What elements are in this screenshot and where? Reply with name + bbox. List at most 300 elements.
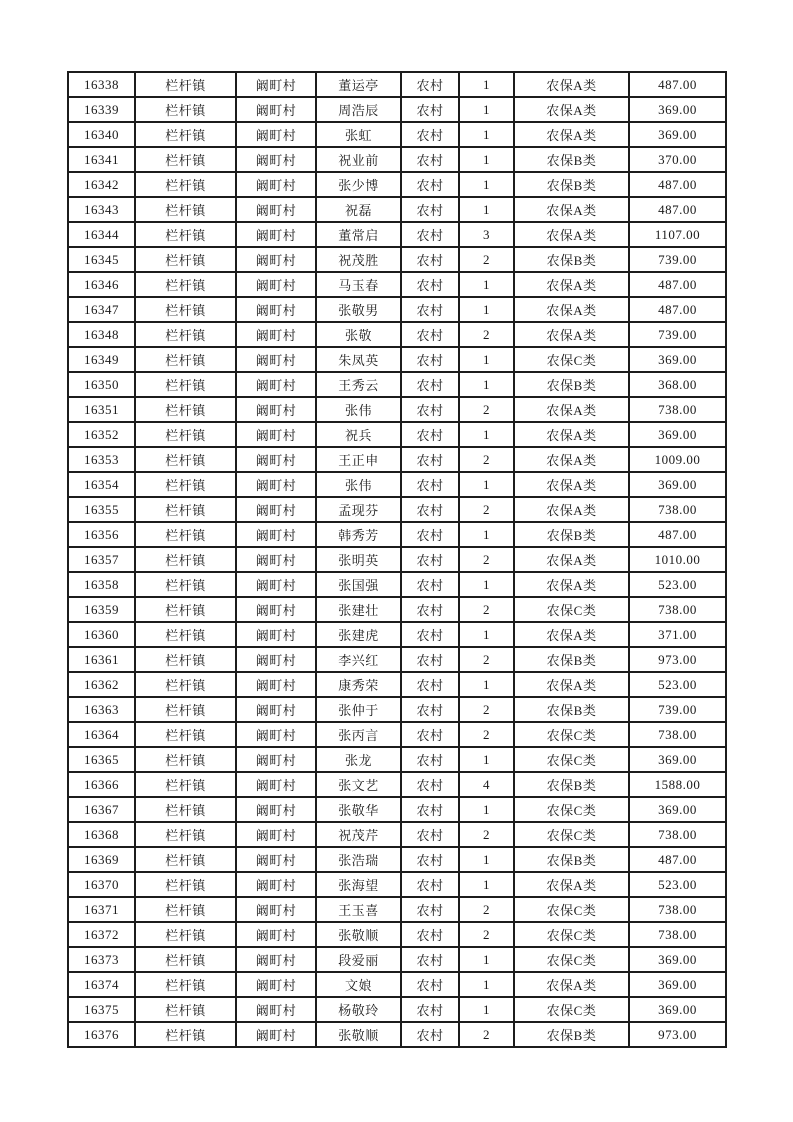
cell-name: 张文艺 bbox=[316, 772, 401, 797]
cell-id: 16350 bbox=[68, 372, 135, 397]
cell-village: 阚町村 bbox=[236, 547, 316, 572]
cell-category: 农村 bbox=[401, 447, 459, 472]
cell-name: 张海望 bbox=[316, 872, 401, 897]
cell-id: 16368 bbox=[68, 822, 135, 847]
cell-amount: 369.00 bbox=[629, 472, 726, 497]
cell-amount: 369.00 bbox=[629, 747, 726, 772]
cell-count: 1 bbox=[459, 72, 514, 97]
cell-insurance_type: 农保B类 bbox=[514, 772, 629, 797]
cell-town: 栏杆镇 bbox=[135, 1022, 236, 1047]
cell-village: 阚町村 bbox=[236, 322, 316, 347]
cell-insurance_type: 农保B类 bbox=[514, 172, 629, 197]
cell-insurance_type: 农保A类 bbox=[514, 447, 629, 472]
cell-village: 阚町村 bbox=[236, 72, 316, 97]
cell-id: 16373 bbox=[68, 947, 135, 972]
cell-town: 栏杆镇 bbox=[135, 247, 236, 272]
table-row bbox=[68, 597, 726, 622]
table-row bbox=[68, 297, 726, 322]
cell-count: 1 bbox=[459, 622, 514, 647]
cell-id: 16353 bbox=[68, 447, 135, 472]
cell-insurance_type: 农保C类 bbox=[514, 797, 629, 822]
table-row bbox=[68, 747, 726, 772]
cell-name: 张敬 bbox=[316, 322, 401, 347]
cell-amount: 973.00 bbox=[629, 647, 726, 672]
cell-id: 16347 bbox=[68, 297, 135, 322]
cell-count: 1 bbox=[459, 347, 514, 372]
table-row bbox=[68, 222, 726, 247]
table-row bbox=[68, 247, 726, 272]
cell-village: 阚町村 bbox=[236, 197, 316, 222]
table-row bbox=[68, 497, 726, 522]
cell-village: 阚町村 bbox=[236, 172, 316, 197]
cell-village: 阚町村 bbox=[236, 622, 316, 647]
cell-id: 16375 bbox=[68, 997, 135, 1022]
cell-count: 1 bbox=[459, 522, 514, 547]
cell-town: 栏杆镇 bbox=[135, 372, 236, 397]
cell-category: 农村 bbox=[401, 422, 459, 447]
cell-insurance_type: 农保C类 bbox=[514, 822, 629, 847]
cell-town: 栏杆镇 bbox=[135, 197, 236, 222]
cell-name: 张仲于 bbox=[316, 697, 401, 722]
cell-town: 栏杆镇 bbox=[135, 772, 236, 797]
table-row bbox=[68, 822, 726, 847]
cell-category: 农村 bbox=[401, 172, 459, 197]
cell-insurance_type: 农保A类 bbox=[514, 322, 629, 347]
cell-amount: 368.00 bbox=[629, 372, 726, 397]
cell-town: 栏杆镇 bbox=[135, 497, 236, 522]
cell-village: 阚町村 bbox=[236, 872, 316, 897]
cell-insurance_type: 农保B类 bbox=[514, 1022, 629, 1047]
cell-id: 16352 bbox=[68, 422, 135, 447]
cell-amount: 1010.00 bbox=[629, 547, 726, 572]
cell-name: 张龙 bbox=[316, 747, 401, 772]
cell-name: 李兴红 bbox=[316, 647, 401, 672]
cell-amount: 1107.00 bbox=[629, 222, 726, 247]
cell-id: 16376 bbox=[68, 1022, 135, 1047]
cell-amount: 369.00 bbox=[629, 797, 726, 822]
cell-village: 阚町村 bbox=[236, 147, 316, 172]
cell-id: 16361 bbox=[68, 647, 135, 672]
cell-insurance_type: 农保A类 bbox=[514, 497, 629, 522]
cell-insurance_type: 农保A类 bbox=[514, 222, 629, 247]
cell-category: 农村 bbox=[401, 722, 459, 747]
table-row bbox=[68, 847, 726, 872]
cell-id: 16344 bbox=[68, 222, 135, 247]
cell-id: 16372 bbox=[68, 922, 135, 947]
table-row bbox=[68, 1022, 726, 1047]
cell-category: 农村 bbox=[401, 247, 459, 272]
cell-name: 祝茂胜 bbox=[316, 247, 401, 272]
cell-amount: 738.00 bbox=[629, 722, 726, 747]
cell-id: 16374 bbox=[68, 972, 135, 997]
cell-count: 2 bbox=[459, 447, 514, 472]
cell-village: 阚町村 bbox=[236, 597, 316, 622]
cell-count: 2 bbox=[459, 547, 514, 572]
cell-amount: 369.00 bbox=[629, 972, 726, 997]
cell-count: 2 bbox=[459, 922, 514, 947]
cell-town: 栏杆镇 bbox=[135, 597, 236, 622]
cell-village: 阚町村 bbox=[236, 522, 316, 547]
table-row bbox=[68, 172, 726, 197]
cell-id: 16338 bbox=[68, 72, 135, 97]
cell-id: 16341 bbox=[68, 147, 135, 172]
table-body bbox=[68, 72, 726, 1047]
cell-town: 栏杆镇 bbox=[135, 397, 236, 422]
cell-village: 阚町村 bbox=[236, 922, 316, 947]
cell-id: 16363 bbox=[68, 697, 135, 722]
cell-amount: 371.00 bbox=[629, 622, 726, 647]
cell-name: 张浩瑞 bbox=[316, 847, 401, 872]
cell-count: 2 bbox=[459, 597, 514, 622]
cell-town: 栏杆镇 bbox=[135, 272, 236, 297]
cell-name: 董运亭 bbox=[316, 72, 401, 97]
cell-category: 农村 bbox=[401, 197, 459, 222]
cell-id: 16369 bbox=[68, 847, 135, 872]
cell-name: 张丙言 bbox=[316, 722, 401, 747]
cell-insurance_type: 农保C类 bbox=[514, 997, 629, 1022]
cell-amount: 523.00 bbox=[629, 872, 726, 897]
cell-category: 农村 bbox=[401, 797, 459, 822]
cell-amount: 369.00 bbox=[629, 347, 726, 372]
cell-amount: 487.00 bbox=[629, 72, 726, 97]
cell-insurance_type: 农保A类 bbox=[514, 72, 629, 97]
cell-name: 董常启 bbox=[316, 222, 401, 247]
cell-village: 阚町村 bbox=[236, 572, 316, 597]
cell-count: 1 bbox=[459, 972, 514, 997]
cell-category: 农村 bbox=[401, 147, 459, 172]
cell-insurance_type: 农保A类 bbox=[514, 872, 629, 897]
cell-id: 16364 bbox=[68, 722, 135, 747]
cell-category: 农村 bbox=[401, 972, 459, 997]
cell-name: 张敬顺 bbox=[316, 922, 401, 947]
cell-amount: 738.00 bbox=[629, 397, 726, 422]
cell-insurance_type: 农保A类 bbox=[514, 972, 629, 997]
table-row bbox=[68, 697, 726, 722]
cell-insurance_type: 农保A类 bbox=[514, 622, 629, 647]
cell-name: 祝兵 bbox=[316, 422, 401, 447]
cell-count: 2 bbox=[459, 722, 514, 747]
cell-town: 栏杆镇 bbox=[135, 947, 236, 972]
cell-id: 16342 bbox=[68, 172, 135, 197]
cell-insurance_type: 农保A类 bbox=[514, 422, 629, 447]
cell-amount: 369.00 bbox=[629, 422, 726, 447]
cell-village: 阚町村 bbox=[236, 797, 316, 822]
cell-count: 4 bbox=[459, 772, 514, 797]
cell-amount: 738.00 bbox=[629, 922, 726, 947]
cell-amount: 487.00 bbox=[629, 272, 726, 297]
cell-name: 张建壮 bbox=[316, 597, 401, 622]
cell-count: 1 bbox=[459, 997, 514, 1022]
cell-town: 栏杆镇 bbox=[135, 922, 236, 947]
cell-village: 阚町村 bbox=[236, 497, 316, 522]
cell-name: 祝茂芹 bbox=[316, 822, 401, 847]
cell-amount: 973.00 bbox=[629, 1022, 726, 1047]
cell-village: 阚町村 bbox=[236, 947, 316, 972]
cell-count: 1 bbox=[459, 872, 514, 897]
cell-insurance_type: 农保C类 bbox=[514, 747, 629, 772]
cell-category: 农村 bbox=[401, 747, 459, 772]
cell-name: 张国强 bbox=[316, 572, 401, 597]
table-row bbox=[68, 997, 726, 1022]
cell-village: 阚町村 bbox=[236, 1022, 316, 1047]
cell-amount: 1009.00 bbox=[629, 447, 726, 472]
cell-category: 农村 bbox=[401, 772, 459, 797]
cell-category: 农村 bbox=[401, 97, 459, 122]
cell-category: 农村 bbox=[401, 497, 459, 522]
cell-insurance_type: 农保A类 bbox=[514, 547, 629, 572]
cell-village: 阚町村 bbox=[236, 722, 316, 747]
cell-village: 阚町村 bbox=[236, 672, 316, 697]
table-row bbox=[68, 622, 726, 647]
cell-name: 朱凤英 bbox=[316, 347, 401, 372]
table-row bbox=[68, 972, 726, 997]
table-row bbox=[68, 147, 726, 172]
cell-category: 农村 bbox=[401, 872, 459, 897]
cell-id: 16365 bbox=[68, 747, 135, 772]
table-row bbox=[68, 372, 726, 397]
cell-town: 栏杆镇 bbox=[135, 847, 236, 872]
benefit-roster-table bbox=[67, 71, 727, 1048]
cell-category: 农村 bbox=[401, 572, 459, 597]
cell-amount: 523.00 bbox=[629, 672, 726, 697]
cell-amount: 738.00 bbox=[629, 897, 726, 922]
cell-insurance_type: 农保B类 bbox=[514, 847, 629, 872]
cell-town: 栏杆镇 bbox=[135, 222, 236, 247]
cell-count: 1 bbox=[459, 297, 514, 322]
cell-village: 阚町村 bbox=[236, 397, 316, 422]
cell-village: 阚町村 bbox=[236, 297, 316, 322]
cell-category: 农村 bbox=[401, 947, 459, 972]
cell-category: 农村 bbox=[401, 322, 459, 347]
table-row bbox=[68, 472, 726, 497]
cell-name: 祝磊 bbox=[316, 197, 401, 222]
cell-town: 栏杆镇 bbox=[135, 672, 236, 697]
cell-id: 16349 bbox=[68, 347, 135, 372]
cell-count: 2 bbox=[459, 897, 514, 922]
cell-category: 农村 bbox=[401, 847, 459, 872]
cell-count: 1 bbox=[459, 272, 514, 297]
cell-count: 1 bbox=[459, 847, 514, 872]
cell-town: 栏杆镇 bbox=[135, 322, 236, 347]
cell-count: 1 bbox=[459, 747, 514, 772]
cell-village: 阚町村 bbox=[236, 847, 316, 872]
cell-amount: 738.00 bbox=[629, 497, 726, 522]
cell-amount: 487.00 bbox=[629, 297, 726, 322]
cell-id: 16339 bbox=[68, 97, 135, 122]
cell-amount: 487.00 bbox=[629, 847, 726, 872]
cell-id: 16343 bbox=[68, 197, 135, 222]
cell-insurance_type: 农保A类 bbox=[514, 297, 629, 322]
table-row bbox=[68, 647, 726, 672]
table-row bbox=[68, 772, 726, 797]
cell-name: 王正申 bbox=[316, 447, 401, 472]
cell-count: 1 bbox=[459, 147, 514, 172]
cell-amount: 738.00 bbox=[629, 597, 726, 622]
table-row bbox=[68, 797, 726, 822]
cell-category: 农村 bbox=[401, 922, 459, 947]
table-row bbox=[68, 397, 726, 422]
table-row bbox=[68, 522, 726, 547]
cell-town: 栏杆镇 bbox=[135, 897, 236, 922]
cell-village: 阚町村 bbox=[236, 897, 316, 922]
cell-category: 农村 bbox=[401, 672, 459, 697]
cell-count: 1 bbox=[459, 947, 514, 972]
cell-insurance_type: 农保A类 bbox=[514, 397, 629, 422]
cell-village: 阚町村 bbox=[236, 647, 316, 672]
cell-amount: 738.00 bbox=[629, 822, 726, 847]
cell-village: 阚町村 bbox=[236, 822, 316, 847]
cell-village: 阚町村 bbox=[236, 447, 316, 472]
cell-count: 2 bbox=[459, 822, 514, 847]
cell-name: 张伟 bbox=[316, 397, 401, 422]
cell-name: 张建虎 bbox=[316, 622, 401, 647]
cell-count: 1 bbox=[459, 422, 514, 447]
cell-category: 农村 bbox=[401, 647, 459, 672]
cell-id: 16345 bbox=[68, 247, 135, 272]
cell-insurance_type: 农保A类 bbox=[514, 122, 629, 147]
cell-id: 16346 bbox=[68, 272, 135, 297]
cell-category: 农村 bbox=[401, 997, 459, 1022]
cell-insurance_type: 农保B类 bbox=[514, 647, 629, 672]
cell-town: 栏杆镇 bbox=[135, 972, 236, 997]
cell-insurance_type: 农保A类 bbox=[514, 472, 629, 497]
cell-id: 16366 bbox=[68, 772, 135, 797]
cell-name: 康秀荣 bbox=[316, 672, 401, 697]
cell-insurance_type: 农保C类 bbox=[514, 897, 629, 922]
cell-insurance_type: 农保A类 bbox=[514, 572, 629, 597]
cell-amount: 523.00 bbox=[629, 572, 726, 597]
cell-name: 张少博 bbox=[316, 172, 401, 197]
cell-village: 阚町村 bbox=[236, 372, 316, 397]
cell-name: 王玉喜 bbox=[316, 897, 401, 922]
cell-town: 栏杆镇 bbox=[135, 997, 236, 1022]
cell-insurance_type: 农保C类 bbox=[514, 597, 629, 622]
cell-count: 2 bbox=[459, 1022, 514, 1047]
cell-town: 栏杆镇 bbox=[135, 172, 236, 197]
table-row bbox=[68, 197, 726, 222]
cell-amount: 369.00 bbox=[629, 122, 726, 147]
table-row bbox=[68, 572, 726, 597]
cell-village: 阚町村 bbox=[236, 347, 316, 372]
cell-count: 2 bbox=[459, 697, 514, 722]
cell-category: 农村 bbox=[401, 697, 459, 722]
cell-village: 阚町村 bbox=[236, 247, 316, 272]
cell-id: 16351 bbox=[68, 397, 135, 422]
cell-id: 16358 bbox=[68, 572, 135, 597]
cell-town: 栏杆镇 bbox=[135, 697, 236, 722]
cell-insurance_type: 农保A类 bbox=[514, 97, 629, 122]
cell-amount: 487.00 bbox=[629, 197, 726, 222]
table-row bbox=[68, 447, 726, 472]
cell-village: 阚町村 bbox=[236, 747, 316, 772]
cell-insurance_type: 农保C类 bbox=[514, 347, 629, 372]
cell-name: 张虹 bbox=[316, 122, 401, 147]
cell-town: 栏杆镇 bbox=[135, 347, 236, 372]
cell-count: 1 bbox=[459, 672, 514, 697]
cell-id: 16371 bbox=[68, 897, 135, 922]
cell-id: 16357 bbox=[68, 547, 135, 572]
cell-village: 阚町村 bbox=[236, 122, 316, 147]
cell-amount: 739.00 bbox=[629, 322, 726, 347]
cell-category: 农村 bbox=[401, 72, 459, 97]
cell-town: 栏杆镇 bbox=[135, 822, 236, 847]
cell-count: 2 bbox=[459, 322, 514, 347]
cell-id: 16348 bbox=[68, 322, 135, 347]
cell-name: 杨敬玲 bbox=[316, 997, 401, 1022]
cell-category: 农村 bbox=[401, 272, 459, 297]
cell-town: 栏杆镇 bbox=[135, 122, 236, 147]
cell-insurance_type: 农保B类 bbox=[514, 147, 629, 172]
cell-count: 1 bbox=[459, 372, 514, 397]
table-row bbox=[68, 922, 726, 947]
cell-town: 栏杆镇 bbox=[135, 447, 236, 472]
cell-count: 1 bbox=[459, 797, 514, 822]
cell-amount: 487.00 bbox=[629, 172, 726, 197]
cell-town: 栏杆镇 bbox=[135, 297, 236, 322]
cell-village: 阚町村 bbox=[236, 697, 316, 722]
cell-village: 阚町村 bbox=[236, 272, 316, 297]
cell-category: 农村 bbox=[401, 522, 459, 547]
cell-town: 栏杆镇 bbox=[135, 522, 236, 547]
table-row bbox=[68, 347, 726, 372]
cell-count: 1 bbox=[459, 472, 514, 497]
cell-id: 16362 bbox=[68, 672, 135, 697]
cell-town: 栏杆镇 bbox=[135, 747, 236, 772]
cell-name: 马玉春 bbox=[316, 272, 401, 297]
cell-amount: 369.00 bbox=[629, 97, 726, 122]
table-row bbox=[68, 322, 726, 347]
table-row bbox=[68, 122, 726, 147]
cell-name: 王秀云 bbox=[316, 372, 401, 397]
cell-count: 1 bbox=[459, 572, 514, 597]
cell-count: 1 bbox=[459, 197, 514, 222]
cell-town: 栏杆镇 bbox=[135, 97, 236, 122]
cell-count: 2 bbox=[459, 397, 514, 422]
cell-category: 农村 bbox=[401, 372, 459, 397]
cell-category: 农村 bbox=[401, 547, 459, 572]
cell-village: 阚町村 bbox=[236, 472, 316, 497]
cell-category: 农村 bbox=[401, 822, 459, 847]
cell-amount: 369.00 bbox=[629, 997, 726, 1022]
cell-village: 阚町村 bbox=[236, 997, 316, 1022]
table-row bbox=[68, 72, 726, 97]
cell-count: 3 bbox=[459, 222, 514, 247]
cell-insurance_type: 农保B类 bbox=[514, 522, 629, 547]
cell-id: 16370 bbox=[68, 872, 135, 897]
cell-town: 栏杆镇 bbox=[135, 622, 236, 647]
cell-town: 栏杆镇 bbox=[135, 722, 236, 747]
cell-amount: 487.00 bbox=[629, 522, 726, 547]
cell-name: 张伟 bbox=[316, 472, 401, 497]
cell-town: 栏杆镇 bbox=[135, 797, 236, 822]
cell-name: 张敬华 bbox=[316, 797, 401, 822]
table-row bbox=[68, 672, 726, 697]
table-row bbox=[68, 897, 726, 922]
table-row bbox=[68, 947, 726, 972]
table-row bbox=[68, 722, 726, 747]
cell-name: 张敬男 bbox=[316, 297, 401, 322]
table-row bbox=[68, 272, 726, 297]
cell-amount: 369.00 bbox=[629, 947, 726, 972]
cell-village: 阚町村 bbox=[236, 422, 316, 447]
cell-name: 祝业前 bbox=[316, 147, 401, 172]
cell-name: 张敬顺 bbox=[316, 1022, 401, 1047]
cell-id: 16354 bbox=[68, 472, 135, 497]
cell-name: 周浩辰 bbox=[316, 97, 401, 122]
cell-town: 栏杆镇 bbox=[135, 872, 236, 897]
cell-town: 栏杆镇 bbox=[135, 472, 236, 497]
cell-category: 农村 bbox=[401, 347, 459, 372]
